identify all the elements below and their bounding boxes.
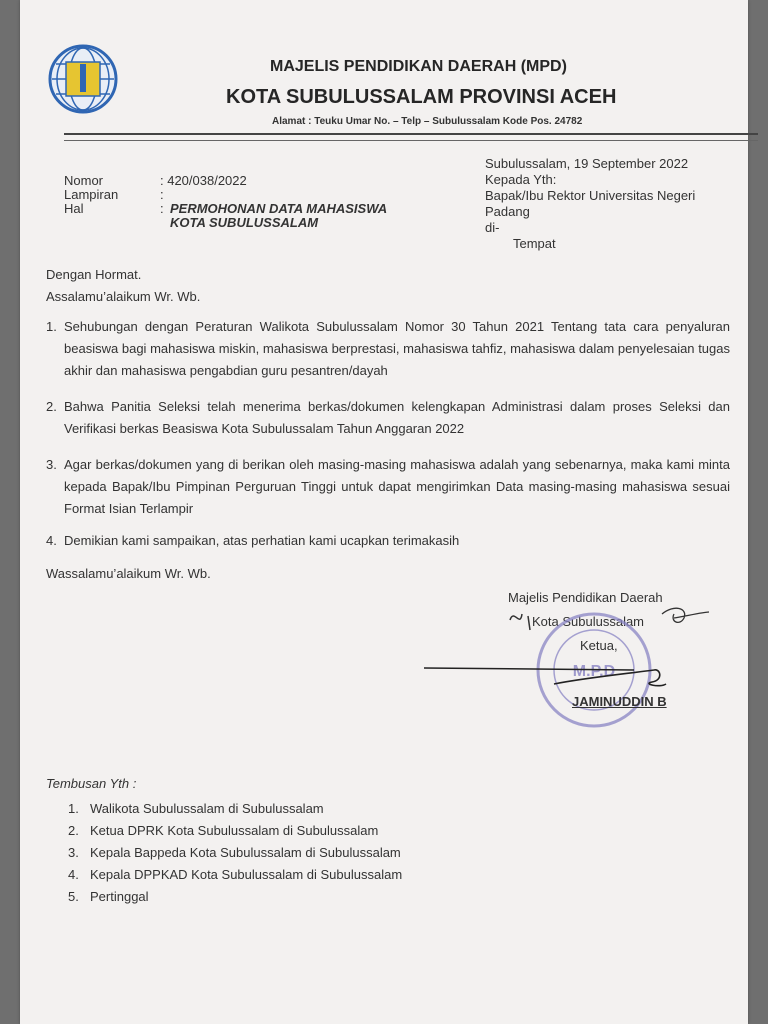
item-text: Pertinggal [90,889,149,904]
point-number: 1. [46,319,57,334]
hal-sep: : [160,201,164,216]
tembusan-list [68,798,402,908]
stamp-text: M.P.D [572,663,616,680]
item-number: 1. [68,801,79,816]
point-text: Agar berkas/dokumen yang di berikan oleh masing-masing mahasiswa adalah yang sebenarnya, maka kami minta kepada Bapak/Ibu Pimpinan Perguruan Tinggi untuk dapat mengirimkan Data masing-masing mahasiswa sesuai Format Isian Terlampir [64,457,730,516]
kepada-label: Kepada Yth: [485,172,557,187]
hal-value-2: KOTA SUBULUSSALAM [170,215,319,230]
item-number: 2. [68,823,79,838]
org-name: MAJELIS PENDIDIKAN DAERAH (MPD) [270,58,567,75]
point-text: Demikian kami sampaikan, atas perhatian kami ucapkan terimakasih [64,533,460,548]
item-text: Kepala DPPKAD Kota Subulussalam di Subulussalam [90,867,403,882]
list-item [46,316,730,382]
point-number: 4. [46,533,57,548]
closing-greeting: Wassalamu’alaikum Wr. Wb. [46,566,211,581]
point-number: 3. [46,457,57,472]
list-item [68,798,402,820]
list-item [46,454,730,520]
list-item [68,886,402,908]
item-number: 3. [68,845,79,860]
recipient-line2: Padang [485,204,530,219]
item-text: Ketua DPRK Kota Subulussalam di Subulussalam [90,823,379,838]
handwritten-signature-icon [424,600,714,710]
salutation-line2: Assalamu’alaikum Wr. Wb. [46,289,201,304]
recipient-di: di- [485,220,500,235]
point-text: Bahwa Panitia Seleksi telah menerima berkas/dokumen kelengkapan Administrasi dalam proses Seleksi dan Verifikasi berkas Beasiswa Kota Subulussalam Tahun Anggaran 2022 [64,399,730,436]
list-item [46,530,730,552]
point-text: Sehubungan dengan Peraturan Walikota Subulussalam Nomor 30 Tahun 2021 Tentang tata cara penyaluran beasiswa bagi mahasiswa miskin, mahasiswa berprestasi, mahasiswa tahfiz, mahasiswa dalam penyelesaian tugas akhir dan mahasiswa pengabdian guru pesantren/dayah [64,319,730,378]
signature-city: Kota Subulussalam [532,614,645,629]
city-title: KOTA SUBULUSSALAM PROVINSI ACEH [226,86,617,108]
signature-org: Majelis Pendidikan Daerah [508,590,663,605]
signatory-name: JAMINUDDIN B [572,694,667,709]
point-number: 2. [46,399,57,414]
letter-page [20,0,748,1024]
recipient-block [485,156,695,252]
header-rule-thin [64,140,758,141]
list-item [68,842,402,864]
salutation-line1: Dengan Hormat. [46,267,142,282]
recipient-tempat: Tempat [513,236,556,251]
nomor-value: : 420/038/2022 [160,173,247,188]
tembusan-title: Tembusan Yth : [46,776,137,791]
item-text: Walikota Subulussalam di Subulussalam [90,801,324,816]
lampiran-value: : [160,187,164,202]
hal-value-1: PERMOHONAN DATA MAHASISWA [170,201,388,216]
address-line: Alamat : Teuku Umar No. – Telp – Subulussalam Kode Pos. 24782 [272,116,583,127]
list-item [68,864,402,886]
letter-meta [64,174,387,230]
item-number: 5. [68,889,79,904]
globe-book-logo-icon [48,44,118,114]
nomor-label: Nomor [64,173,104,188]
list-item [68,820,402,842]
recipient-line1: Bapak/Ibu Rektor Universitas Negeri [485,188,696,203]
item-text: Kepala Bappeda Kota Subulussalam di Subulussalam [90,845,401,860]
header-rule [64,133,758,135]
hal-label: Hal [64,201,84,216]
list-item [46,396,730,440]
letter-date: Subulussalam, 19 September 2022 [485,156,689,171]
lampiran-label: Lampiran [64,187,119,202]
salutation [46,264,200,308]
item-number: 4. [68,867,79,882]
signature-role: Ketua, [580,638,618,653]
